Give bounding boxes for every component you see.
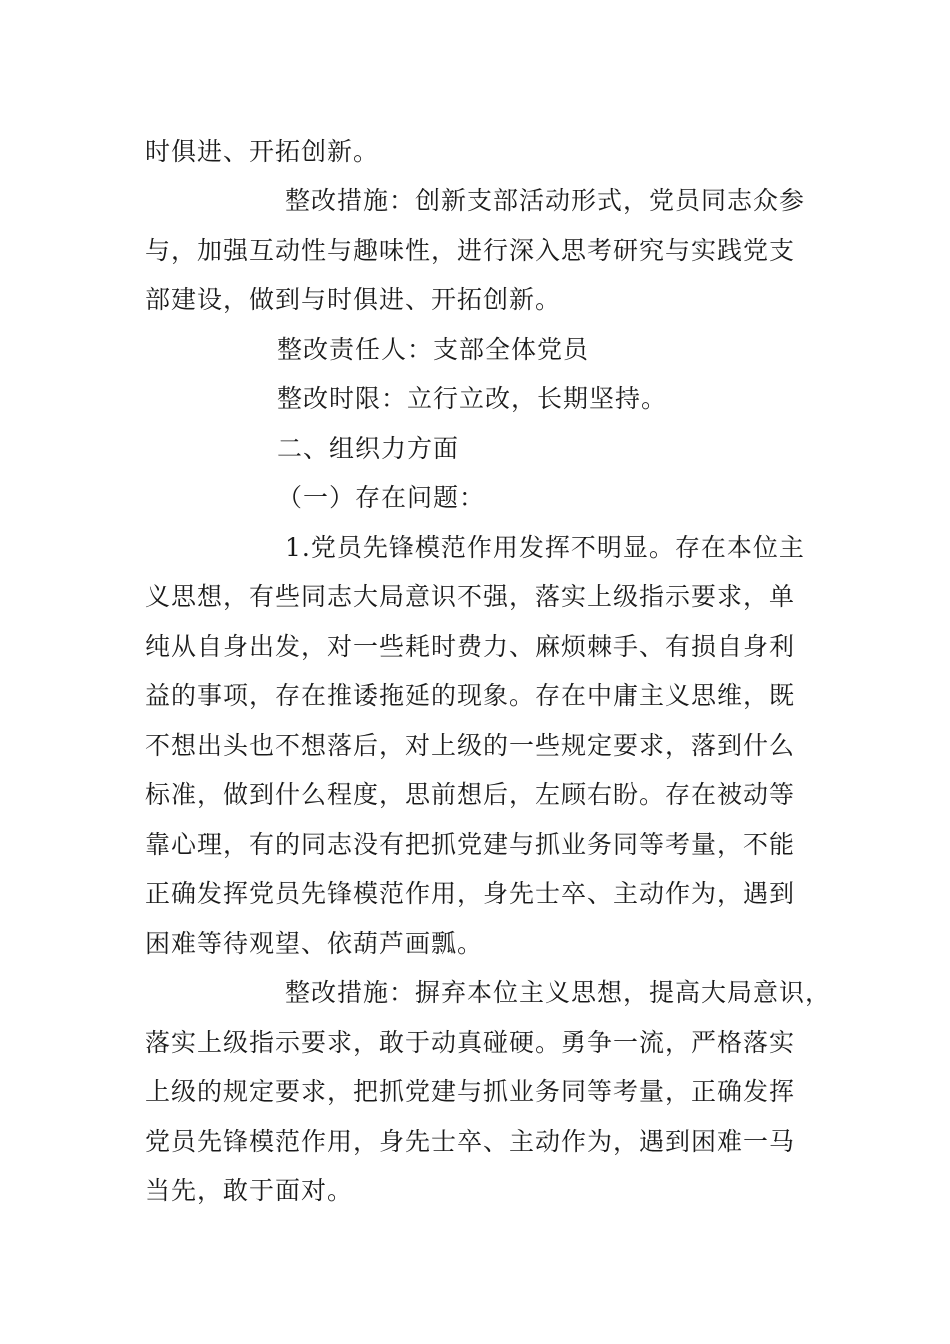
text-line: 困难等待观望、依葫芦画瓢。 (145, 929, 484, 958)
text-line: 益的事项，存在推诿拖延的现象。存在中庸主义思维，既 (145, 681, 796, 710)
text-line: 部建设，做到与时俱进、开拓创新。 (145, 285, 562, 314)
text-line: 1.党员先锋模范作用发挥不明显。存在本位主 (285, 533, 805, 562)
text-line: 不想出头也不想落后，对上级的一些规定要求，落到什么 (145, 731, 796, 760)
text-line: 与，加强互动性与趣味性，进行深入思考研究与实践党支 (145, 236, 796, 265)
text-line: 整改责任人：支部全体党员 (277, 335, 590, 364)
text-line: 标准，做到什么程度，思前想后，左顾右盼。存在被动等 (145, 780, 796, 809)
section-heading: 二、组织力方面 (277, 434, 460, 463)
text-line: 上级的规定要求，把抓党建与抓业务同等考量，正确发挥 (145, 1077, 796, 1106)
subsection-heading: （一）存在问题： (277, 483, 486, 512)
text-line: 义思想，有些同志大局意识不强，落实上级指示要求，单 (145, 582, 796, 611)
text-line: 当先，敢于面对。 (145, 1176, 354, 1205)
text-line: 整改措施：创新支部活动形式，党员同志众参 (285, 186, 806, 215)
text-line: 靠心理，有的同志没有把抓党建与抓业务同等考量，不能 (145, 830, 796, 859)
text-line: 整改时限：立行立改，长期坚持。 (277, 384, 668, 413)
text-line: 正确发挥党员先锋模范作用，身先士卒、主动作为，遇到 (145, 879, 796, 908)
text-line: 时俱进、开拓创新。 (145, 137, 380, 166)
text-line: 整改措施：摒弃本位主义思想，提高大局意识， (285, 978, 832, 1007)
text-line: 落实上级指示要求，敢于动真碰硬。勇争一流，严格落实 (145, 1028, 796, 1057)
text-line: 党员先锋模范作用，身先士卒、主动作为，遇到困难一马 (145, 1127, 796, 1156)
text-line: 纯从自身出发，对一些耗时费力、麻烦棘手、有损自身利 (145, 632, 796, 661)
